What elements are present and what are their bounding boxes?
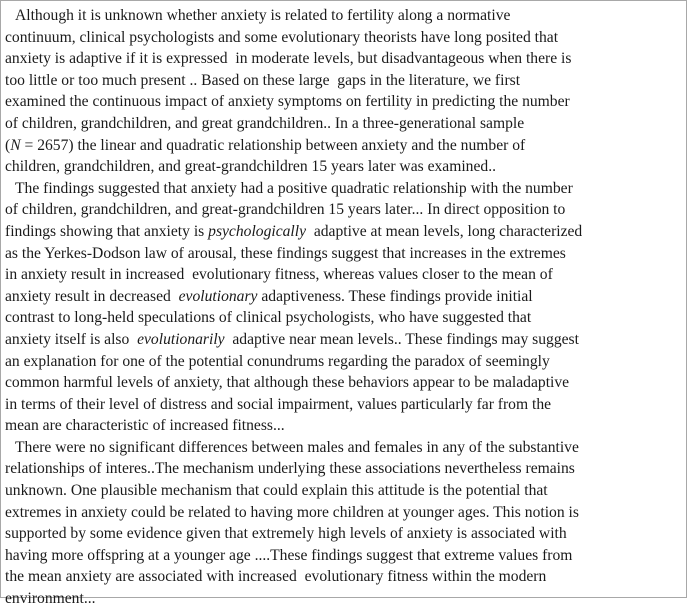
paragraph-first-line — [5, 437, 682, 459]
text-line — [5, 523, 682, 545]
text-segment: examined the continuous impact of anxiety symptoms on fertility in predicting the number — [5, 93, 570, 111]
text-line — [5, 286, 682, 308]
text-segment: mean are characteristic of increased fitness... — [5, 417, 285, 435]
text-segment: findings showing that anxiety is — [5, 222, 209, 240]
text-segment: The findings suggested that anxiety had a positive quadratic relationship with the number — [15, 179, 573, 197]
text-segment: adaptive at mean levels, long characterized — [306, 222, 583, 240]
text-segment: as the Yerkes-Dodson law of arousal, these findings suggest that increases in the extremes — [5, 244, 566, 262]
text-line — [5, 243, 682, 265]
text-line — [5, 156, 682, 178]
text-segment: ( — [5, 136, 11, 154]
text-segment: in anxiety result in increased evolutionary fitness, whereas values closer to the mean of — [5, 266, 553, 284]
text-segment: = 2657) the linear and quadratic relationship between anxiety and the number of — [20, 136, 526, 154]
text-segment: anxiety is adaptive if it is expressed in moderate levels, but disadvantageous when there is — [5, 50, 572, 68]
text-line — [5, 502, 682, 524]
text-segment: unknown. One plausible mechanism that could explain this attitude is the potential that — [5, 482, 548, 500]
text-line — [5, 351, 682, 373]
text-segment: common harmful levels of anxiety, that although these behaviors appear to be maladaptive — [5, 374, 570, 392]
text-segment: environment... — [5, 590, 96, 608]
text-segment: supported by some evidence given that extremely high levels of anxiety is associated with — [5, 525, 567, 543]
paragraph-first-line — [5, 178, 682, 200]
text-line — [5, 480, 682, 502]
text-segment: There were no significant differences between males and females in any of the substantive — [15, 438, 579, 456]
text-segment: an explanation for one of the potential conundrums regarding the paradox of seemingly — [5, 352, 550, 370]
text-line — [5, 588, 682, 610]
text-line — [5, 307, 682, 329]
text-line — [5, 221, 682, 243]
text-segment: of children, grandchildren, and great grandchildren.. In a three-generational sample — [5, 114, 525, 132]
text-segment: adaptiveness. These findings provide initial — [257, 287, 533, 305]
text-segment: anxiety result in decreased — [5, 287, 179, 305]
text-line — [5, 70, 682, 92]
text-line — [5, 48, 682, 70]
text-line — [5, 545, 682, 567]
text-segment: too little or too much present .. Based on these large gaps in the literature, we first — [5, 71, 521, 89]
text-line — [5, 91, 682, 113]
text-line — [5, 394, 682, 416]
text-segment: the mean anxiety are associated with increased evolutionary fitness within the modern — [5, 568, 547, 586]
text-segment: Although it is unknown whether anxiety is related to fertility along a normative — [15, 7, 511, 24]
text-line — [5, 199, 682, 221]
text-segment: in terms of their level of distress and social impairment, values particularly far from the — [5, 395, 552, 413]
italic-term: evolutionarily — [137, 330, 225, 348]
italic-term: evolutionary — [178, 287, 258, 305]
document-text — [5, 5, 682, 610]
text-line — [5, 113, 682, 135]
text-line — [5, 27, 682, 49]
text-segment: relationships of interes..The mechanism underlying these associations nevertheless remains — [5, 460, 575, 478]
paragraph-first-line — [5, 5, 682, 27]
text-line — [5, 566, 682, 588]
text-line — [5, 415, 682, 437]
text-line — [5, 135, 682, 157]
text-segment: having more offspring at a younger age ....These findings suggest that extreme values from — [5, 546, 573, 564]
italic-term: psychologically — [208, 222, 307, 240]
text-line — [5, 264, 682, 286]
text-segment: of children, grandchildren, and great-grandchildren 15 years later... In direct opposition to — [5, 201, 566, 219]
text-line — [5, 458, 682, 480]
text-line — [5, 329, 682, 351]
text-segment: contrast to long-held speculations of clinical psychologists, who have suggested that — [5, 309, 532, 327]
text-line — [5, 372, 682, 394]
text-segment: adaptive near mean levels.. These findings may suggest — [224, 330, 579, 348]
text-segment: children, grandchildren, and great-grandchildren 15 years later was examined.. — [5, 158, 496, 176]
text-segment: extremes in anxiety could be related to having more children at younger ages. This notion is — [5, 503, 579, 521]
text-segment: continuum, clinical psychologists and some evolutionary theorists have long posited that — [5, 28, 559, 46]
text-segment: anxiety itself is also — [5, 330, 138, 348]
italic-term: N — [10, 136, 21, 154]
